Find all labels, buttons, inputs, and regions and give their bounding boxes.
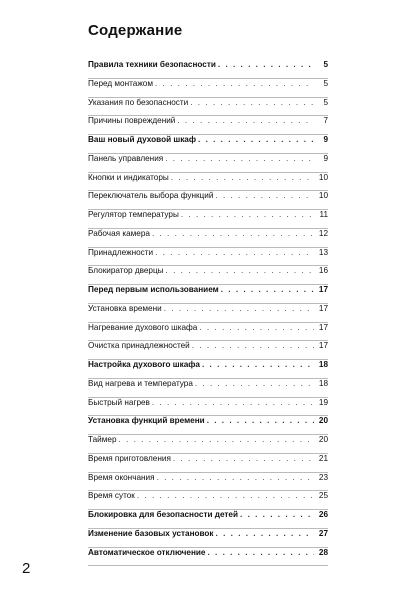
toc-entry-page: 17 bbox=[318, 303, 328, 313]
toc-section-row bbox=[88, 360, 328, 379]
toc-entry-label: Время суток bbox=[88, 491, 135, 501]
toc-entry-label: Автоматическое отключение bbox=[88, 547, 206, 557]
dot-leader bbox=[207, 548, 314, 557]
dot-leader bbox=[164, 304, 314, 313]
toc-entry-page: 5 bbox=[323, 78, 328, 88]
toc-entry-page: 21 bbox=[318, 453, 328, 463]
toc-subsection-row bbox=[88, 473, 328, 492]
dot-leader bbox=[177, 116, 314, 125]
toc-subsection-row bbox=[88, 454, 328, 473]
table-of-contents bbox=[88, 60, 328, 566]
dot-leader bbox=[181, 210, 314, 219]
dot-leader bbox=[199, 323, 314, 332]
toc-subsection-row bbox=[88, 173, 328, 192]
dot-leader bbox=[202, 360, 314, 369]
toc-entry-label: Перед первым использованием bbox=[88, 285, 219, 294]
toc-entry-label: Кнопки и индикаторы bbox=[88, 172, 169, 182]
toc-entry-label: Нагревание духового шкафа bbox=[88, 322, 198, 332]
toc-entry-page: 27 bbox=[318, 528, 328, 538]
toc-entry-page: 19 bbox=[318, 397, 328, 407]
toc-subsection-row bbox=[88, 79, 328, 98]
dot-leader bbox=[152, 398, 314, 407]
toc-subsection-row bbox=[88, 266, 328, 285]
toc-entry-label: Принадлежности bbox=[88, 247, 154, 257]
toc-entry-page: 9 bbox=[323, 153, 328, 163]
toc-entry-page: 17 bbox=[318, 285, 328, 294]
toc-subsection-row bbox=[88, 210, 328, 229]
dot-leader bbox=[119, 435, 315, 444]
toc-entry-label: Установка времени bbox=[88, 303, 162, 313]
toc-entry-label: Время приготовления bbox=[88, 453, 171, 463]
toc-entry-page: 10 bbox=[318, 191, 328, 201]
toc-entry-label: Очистка принадлежностей bbox=[88, 341, 190, 351]
toc-entry-page: 11 bbox=[319, 210, 328, 219]
dot-leader bbox=[190, 98, 314, 107]
toc-subsection-row bbox=[88, 398, 328, 417]
toc-entry-label: Переключатель выбора функций bbox=[88, 191, 214, 201]
toc-entry-page: 26 bbox=[318, 510, 328, 519]
dot-leader bbox=[171, 173, 314, 182]
dot-leader bbox=[157, 473, 314, 482]
toc-subsection-row bbox=[88, 248, 328, 267]
dot-leader bbox=[166, 266, 314, 275]
toc-entry-label: Вид нагрева и температура bbox=[88, 378, 193, 388]
dot-leader bbox=[218, 60, 314, 69]
toc-subsection-row bbox=[88, 154, 328, 173]
toc-entry-page: 10 bbox=[318, 172, 328, 182]
toc-subsection-row bbox=[88, 116, 328, 135]
toc-entry-label: Правила техники безопасности bbox=[88, 60, 216, 69]
dot-leader bbox=[137, 491, 314, 500]
toc-section-row bbox=[88, 510, 328, 529]
toc-section-row bbox=[88, 529, 328, 548]
toc-entry-page: 13 bbox=[318, 247, 328, 257]
toc-subsection-row bbox=[88, 98, 328, 117]
toc-section-row bbox=[88, 285, 328, 304]
toc-section-row bbox=[88, 135, 328, 154]
toc-entry-label: Панель управления bbox=[88, 153, 164, 163]
dot-leader bbox=[155, 79, 314, 88]
toc-entry-label: Изменение базовых установок bbox=[88, 528, 214, 538]
dot-leader bbox=[207, 416, 314, 425]
toc-entry-label: Быстрый нагрев bbox=[88, 397, 150, 407]
toc-entry-label: Установка функций времени bbox=[88, 416, 205, 426]
toc-entry-page: 25 bbox=[318, 491, 328, 501]
dot-leader bbox=[240, 510, 314, 519]
toc-entry-label: Указания по безопасности bbox=[88, 97, 189, 107]
dot-leader bbox=[221, 285, 314, 294]
toc-entry-page: 17 bbox=[318, 322, 328, 332]
toc-entry-page: 20 bbox=[318, 416, 328, 426]
page-number: 2 bbox=[22, 560, 31, 577]
toc-section-row bbox=[88, 416, 328, 435]
toc-entry-label: Блокиратор дверцы bbox=[88, 266, 164, 276]
toc-subsection-row bbox=[88, 323, 328, 342]
dot-leader bbox=[173, 454, 314, 463]
toc-subsection-row bbox=[88, 379, 328, 398]
toc-entry-page: 12 bbox=[318, 228, 328, 238]
toc-subsection-row bbox=[88, 191, 328, 210]
toc-entry-page: 23 bbox=[318, 472, 328, 482]
dot-leader bbox=[155, 248, 314, 257]
toc-section-row bbox=[88, 60, 328, 79]
dot-leader bbox=[215, 191, 314, 200]
toc-entry-label: Ваш новый духовой шкаф bbox=[88, 135, 197, 144]
toc-entry-label: Регулятор температуры bbox=[88, 210, 179, 219]
toc-subsection-row bbox=[88, 435, 328, 454]
toc-subsection-row bbox=[88, 491, 328, 510]
toc-subsection-row bbox=[88, 229, 328, 248]
dot-leader bbox=[192, 341, 314, 350]
toc-entry-label: Блокировка для безопасности детей bbox=[88, 510, 239, 519]
toc-entry-label: Время окончания bbox=[88, 472, 155, 482]
toc-entry-page: 18 bbox=[318, 378, 328, 388]
dot-leader bbox=[216, 529, 314, 538]
toc-entry-page: 28 bbox=[318, 547, 328, 557]
toc-entry-page: 7 bbox=[323, 116, 328, 126]
toc-entry-page: 9 bbox=[323, 135, 328, 144]
dot-leader bbox=[195, 379, 314, 388]
toc-entry-page: 16 bbox=[318, 266, 328, 276]
toc-entry-page: 17 bbox=[318, 341, 328, 351]
toc-entry-label: Настройка духового шкафа bbox=[88, 360, 200, 369]
toc-entry-page: 5 bbox=[323, 60, 328, 69]
toc-subsection-row bbox=[88, 341, 328, 360]
toc-entry-page: 20 bbox=[318, 435, 328, 444]
toc-entry-label: Причины повреждений bbox=[88, 116, 176, 126]
toc-subsection-row bbox=[88, 304, 328, 323]
row-divider bbox=[88, 565, 328, 566]
toc-entry-page: 18 bbox=[318, 360, 328, 369]
toc-entry-label: Рабочая камера bbox=[88, 228, 150, 238]
page-title: Содержание bbox=[88, 22, 183, 39]
toc-entry-page: 5 bbox=[323, 97, 328, 107]
toc-entry-label: Перед монтажом bbox=[88, 78, 153, 88]
toc-entry-label: Таймер bbox=[88, 435, 117, 444]
dot-leader bbox=[165, 154, 314, 163]
toc-section-row bbox=[88, 548, 328, 567]
dot-leader bbox=[198, 135, 314, 144]
dot-leader bbox=[152, 229, 314, 238]
